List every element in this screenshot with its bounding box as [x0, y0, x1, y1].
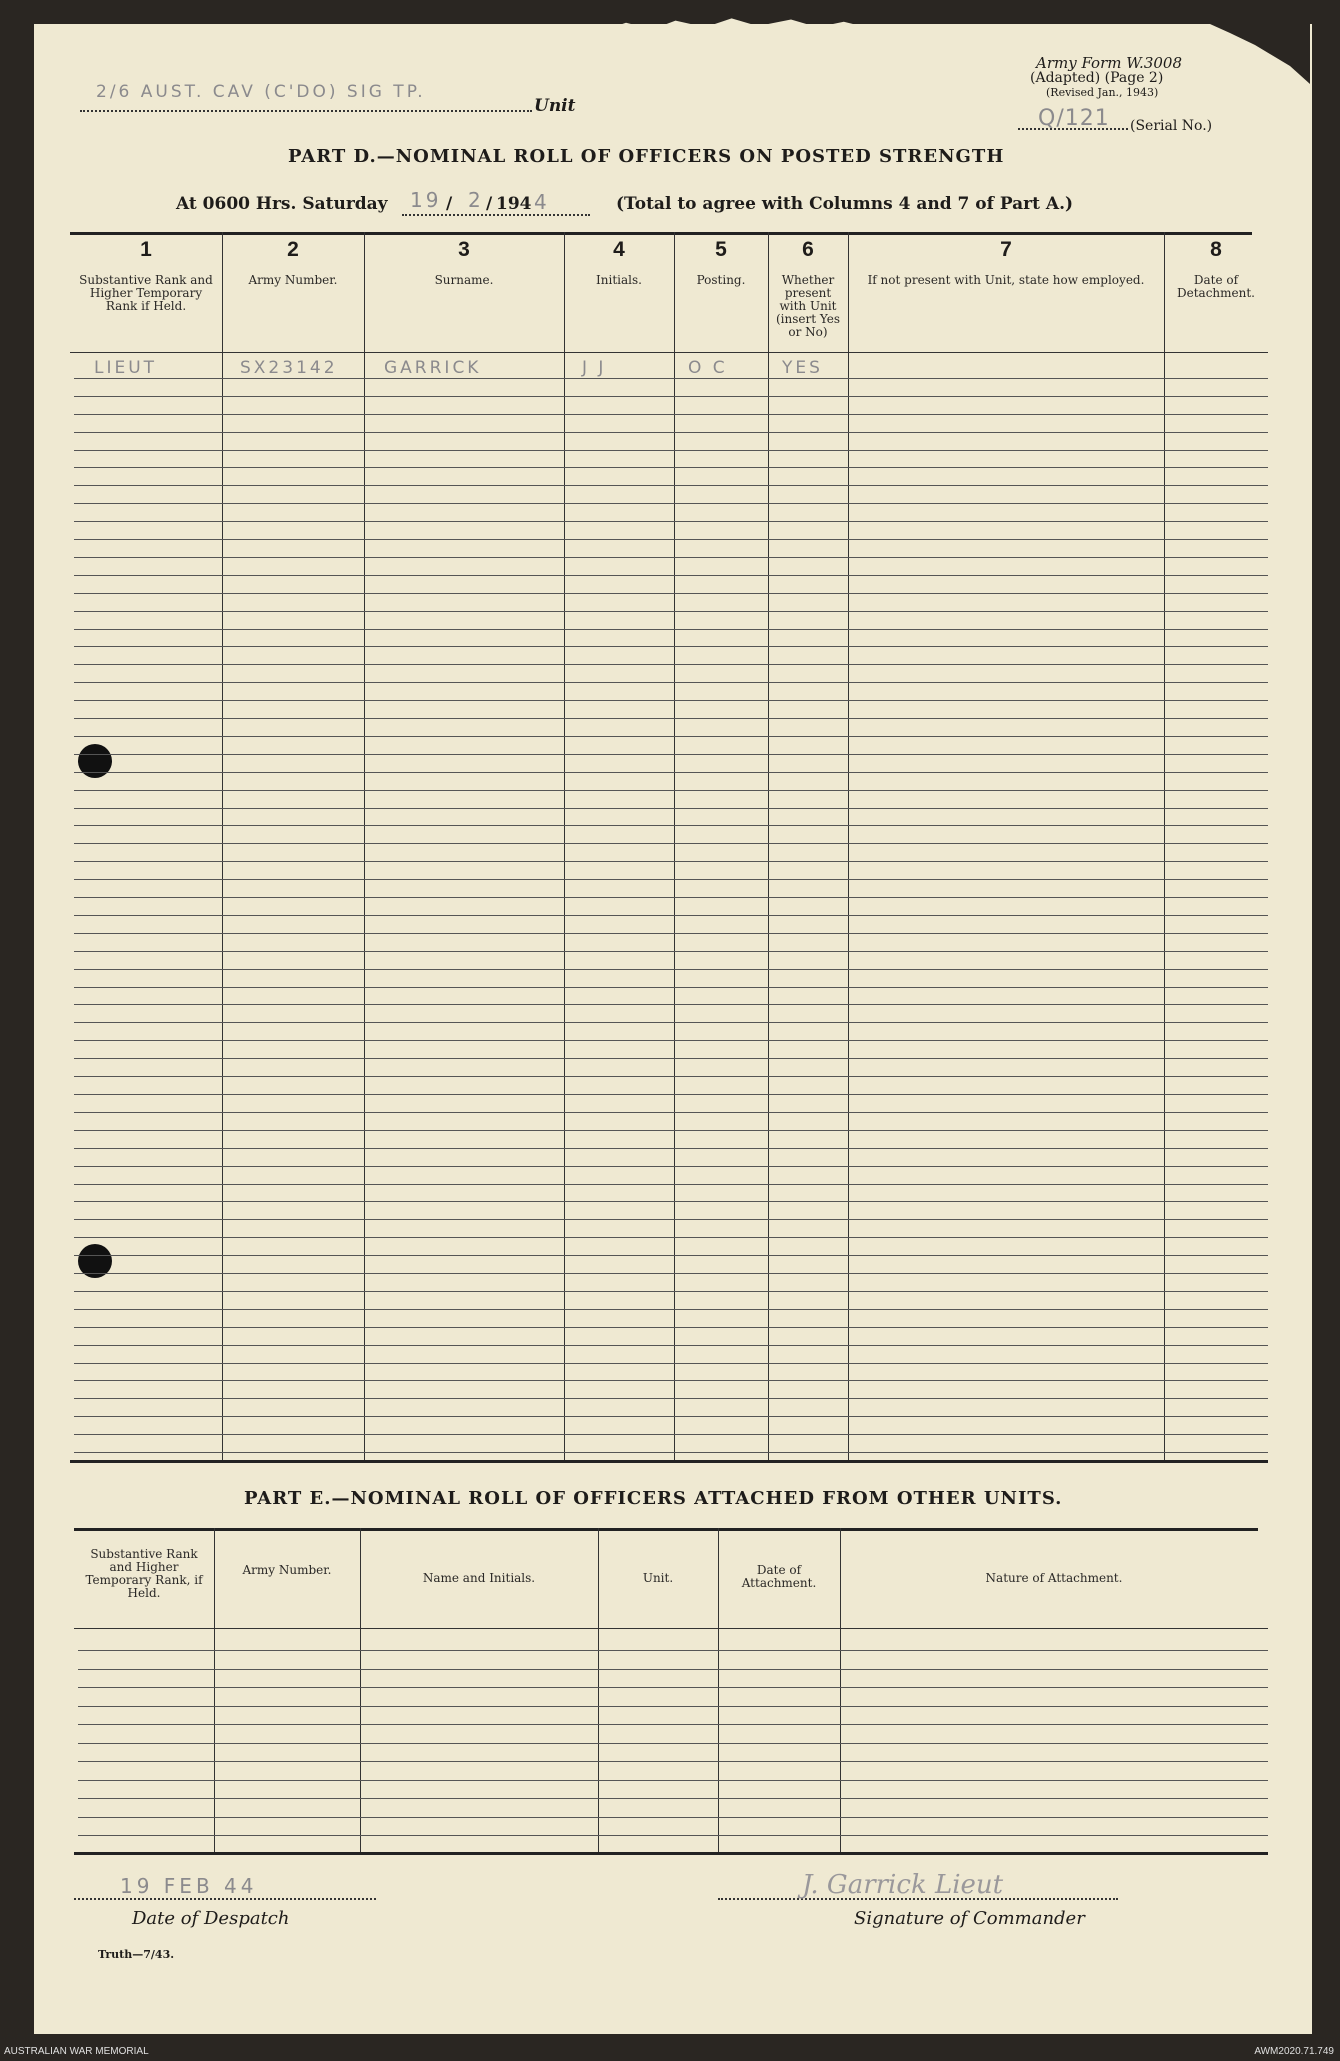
part-e-ruled-line: [78, 1835, 1268, 1836]
part-d-cell-present: YES: [782, 358, 823, 378]
part-d-ruled-line: [74, 378, 1268, 379]
part-d-bottom-rule: [70, 1460, 1268, 1463]
part-d-ruled-line: [74, 396, 1268, 397]
part-d-column-heading: Initials.: [596, 273, 642, 287]
form-paper: [34, 24, 1312, 2034]
part-e-column-divider: [360, 1528, 361, 1852]
part-d-column-divider: [768, 232, 769, 1460]
part-d-ruled-line: [74, 879, 1268, 880]
part-d-ruled-line: [74, 1398, 1268, 1399]
part-d-column-heading: Substantive Rank and Higher Temporary Rank if Held.: [79, 273, 213, 313]
part-d-ruled-line: [74, 629, 1268, 630]
part-d-column-heading: Posting.: [696, 273, 746, 287]
part-d-ruled-line: [74, 1112, 1268, 1113]
part-d-ruled-line: [74, 414, 1268, 415]
part-d-column-heading: Whether present with Unit (insert Yes or No): [775, 273, 841, 339]
part-d-ruled-line: [74, 521, 1268, 522]
part-d-ruled-line: [74, 933, 1268, 934]
part-e-ruled-line: [78, 1669, 1268, 1670]
part-d-ruled-line: [74, 1130, 1268, 1131]
part-e-ruled-line: [78, 1743, 1268, 1744]
part-d-ruled-line: [74, 718, 1268, 719]
commander-signature: J. Garrick Lieut: [802, 1870, 1004, 1900]
date-slash-2: /: [486, 194, 493, 214]
part-d-ruled-line: [74, 539, 1268, 540]
part-d-title: PART D.—NOMINAL ROLL OF OFFICERS ON POSTED STRENGTH: [288, 146, 1005, 167]
part-d-top-rule: [70, 232, 1252, 235]
part-d-ruled-line: [74, 1273, 1268, 1274]
serial-number-handwritten: Q/121: [1038, 106, 1110, 131]
unit-label: Unit: [534, 96, 576, 116]
part-d-ruled-line: [74, 700, 1268, 701]
part-d-ruled-line: [74, 772, 1268, 773]
signature-label: Signature of Commander: [854, 1908, 1085, 1929]
part-d-column-number: 1: [140, 238, 152, 261]
part-d-ruled-line: [74, 1237, 1268, 1238]
date-year-printed: 194: [496, 194, 532, 214]
part-d-column-divider: [364, 232, 365, 1460]
part-e-ruled-line: [78, 1706, 1268, 1707]
part-d-cell-surname: GARRICK: [384, 358, 482, 378]
part-d-ruled-line: [74, 754, 1268, 755]
part-d-column-heading: Date of Detachment.: [1177, 273, 1255, 300]
form-adapted-page: (Adapted) (Page 2): [1030, 70, 1164, 86]
part-e-column-heading: Nature of Attachment.: [985, 1571, 1123, 1585]
part-d-ruled-line: [74, 664, 1268, 665]
part-d-column-number: 6: [802, 238, 814, 261]
part-d-ruled-line: [74, 1040, 1268, 1041]
part-e-ruled-line: [78, 1817, 1268, 1818]
part-e-column-heading: Name and Initials.: [422, 1571, 536, 1585]
part-e-ruled-line: [78, 1650, 1268, 1651]
part-d-column-number: 3: [458, 238, 470, 261]
part-d-ruled-line: [74, 432, 1268, 433]
part-d-cell-rank: LIEUT: [94, 358, 158, 378]
part-d-ruled-line: [74, 861, 1268, 862]
part-d-ruled-line: [74, 1166, 1268, 1167]
part-e-ruled-line: [78, 1780, 1268, 1781]
part-d-date-prefix: At 0600 Hrs. Saturday: [176, 194, 388, 214]
part-d-ruled-line: [74, 646, 1268, 647]
part-d-ruled-line: [74, 969, 1268, 970]
part-d-ruled-line: [74, 951, 1268, 952]
part-d-ruled-line: [74, 593, 1268, 594]
part-e-top-rule: [74, 1528, 1258, 1531]
despatch-date-handwritten: 19 FEB 44: [120, 1874, 258, 1898]
part-d-ruled-line: [74, 485, 1268, 486]
part-d-column-divider: [848, 232, 849, 1460]
part-d-ruled-line: [74, 1022, 1268, 1023]
part-d-column-number: 2: [287, 238, 299, 261]
part-d-ruled-line: [74, 682, 1268, 683]
part-d-column-heading: If not present with Unit, state how employed.: [867, 273, 1145, 287]
army-form-number: Army Form W.3008: [1036, 54, 1182, 72]
part-d-ruled-line: [74, 808, 1268, 809]
part-d-ruled-line: [74, 1004, 1268, 1005]
part-d-ruled-line: [74, 1291, 1268, 1292]
part-d-ruled-line: [74, 1434, 1268, 1435]
part-e-title: PART E.—NOMINAL ROLL OF OFFICERS ATTACHED FROM OTHER UNITS.: [244, 1488, 1063, 1509]
part-e-column-heading: Unit.: [642, 1571, 674, 1585]
part-d-ruled-line: [74, 825, 1268, 826]
part-d-ruled-line: [74, 575, 1268, 576]
part-d-ruled-line: [74, 450, 1268, 451]
part-d-ruled-line: [74, 467, 1268, 468]
unit-handwritten: 2/6 AUST. CAV (C'DO) SIG TP.: [96, 82, 426, 102]
date-year-handwritten: 4: [534, 190, 550, 214]
part-d-ruled-line: [74, 1363, 1268, 1364]
part-d-ruled-line: [74, 1094, 1268, 1095]
part-d-ruled-line: [74, 843, 1268, 844]
part-d-date-suffix: (Total to agree with Columns 4 and 7 of Part A.): [616, 194, 1074, 214]
part-d-ruled-line: [74, 1201, 1268, 1202]
part-d-cell-army-number: SX23142: [240, 358, 338, 378]
part-e-column-heading: Date of Attachment.: [741, 1563, 817, 1590]
part-e-column-divider: [718, 1528, 719, 1852]
part-e-column-divider: [214, 1528, 215, 1852]
part-d-column-divider: [564, 232, 565, 1460]
part-e-column-divider: [598, 1528, 599, 1852]
archive-label: AUSTRALIAN WAR MEMORIAL: [4, 2046, 149, 2057]
part-d-ruled-line: [74, 897, 1268, 898]
part-d-ruled-line: [74, 1255, 1268, 1256]
part-d-ruled-line: [74, 1416, 1268, 1417]
part-d-column-divider: [674, 232, 675, 1460]
part-d-column-heading: Surname.: [434, 273, 494, 287]
part-d-column-number: 7: [1000, 238, 1012, 261]
date-dotted-line: [402, 214, 590, 216]
part-d-ruled-line: [74, 987, 1268, 988]
part-d-cell-initials: J J: [582, 358, 607, 378]
despatch-label: Date of Despatch: [132, 1908, 290, 1929]
part-d-ruled-line: [74, 1452, 1268, 1453]
part-d-ruled-line: [74, 1184, 1268, 1185]
part-d-ruled-line: [74, 1309, 1268, 1310]
date-month-handwritten: 2: [468, 188, 484, 212]
part-d-column-number: 5: [715, 238, 727, 261]
form-revised-date: (Revised Jan., 1943): [1046, 86, 1159, 99]
part-d-ruled-line: [74, 736, 1268, 737]
printer-imprint: Truth—7/43.: [98, 1948, 175, 1961]
part-d-ruled-line: [74, 1219, 1268, 1220]
part-d-ruled-line: [74, 1058, 1268, 1059]
part-d-ruled-line: [74, 790, 1268, 791]
part-d-header-rule: [70, 352, 1268, 353]
date-slash-1: /: [446, 194, 453, 214]
part-d-column-divider: [222, 232, 223, 1460]
part-d-column-number: 4: [613, 238, 625, 261]
part-e-header-rule: [74, 1628, 1268, 1629]
part-d-column-number: 8: [1210, 238, 1222, 261]
part-e-column-divider: [840, 1528, 841, 1852]
part-d-ruled-line: [74, 503, 1268, 504]
part-d-cell-posting: O C: [688, 358, 728, 378]
part-e-bottom-rule: [74, 1852, 1268, 1855]
part-d-ruled-line: [74, 1345, 1268, 1346]
part-d-ruled-line: [74, 1076, 1268, 1077]
part-d-ruled-line: [74, 1148, 1268, 1149]
part-d-column-divider: [1164, 232, 1165, 1460]
part-e-ruled-line: [78, 1724, 1268, 1725]
serial-label: (Serial No.): [1130, 118, 1213, 134]
part-e-ruled-line: [78, 1761, 1268, 1762]
unit-dotted-line: [80, 110, 532, 112]
part-d-ruled-line: [74, 915, 1268, 916]
part-e-ruled-line: [78, 1798, 1268, 1799]
part-d-ruled-line: [74, 611, 1268, 612]
part-d-ruled-line: [74, 557, 1268, 558]
part-e-ruled-line: [78, 1687, 1268, 1688]
archive-accession-number: AWM2020.71.749: [1254, 2046, 1334, 2057]
part-e-column-heading: Substantive Rank and Higher Temporary Rank, if Held.: [85, 1547, 203, 1600]
part-d-ruled-line: [74, 1380, 1268, 1381]
despatch-dotted-line: [74, 1898, 376, 1900]
part-d-ruled-line: [74, 1327, 1268, 1328]
part-d-column-heading: Army Number.: [248, 273, 338, 287]
part-e-column-heading: Army Number.: [242, 1563, 332, 1577]
date-day-handwritten: 19: [410, 188, 442, 212]
